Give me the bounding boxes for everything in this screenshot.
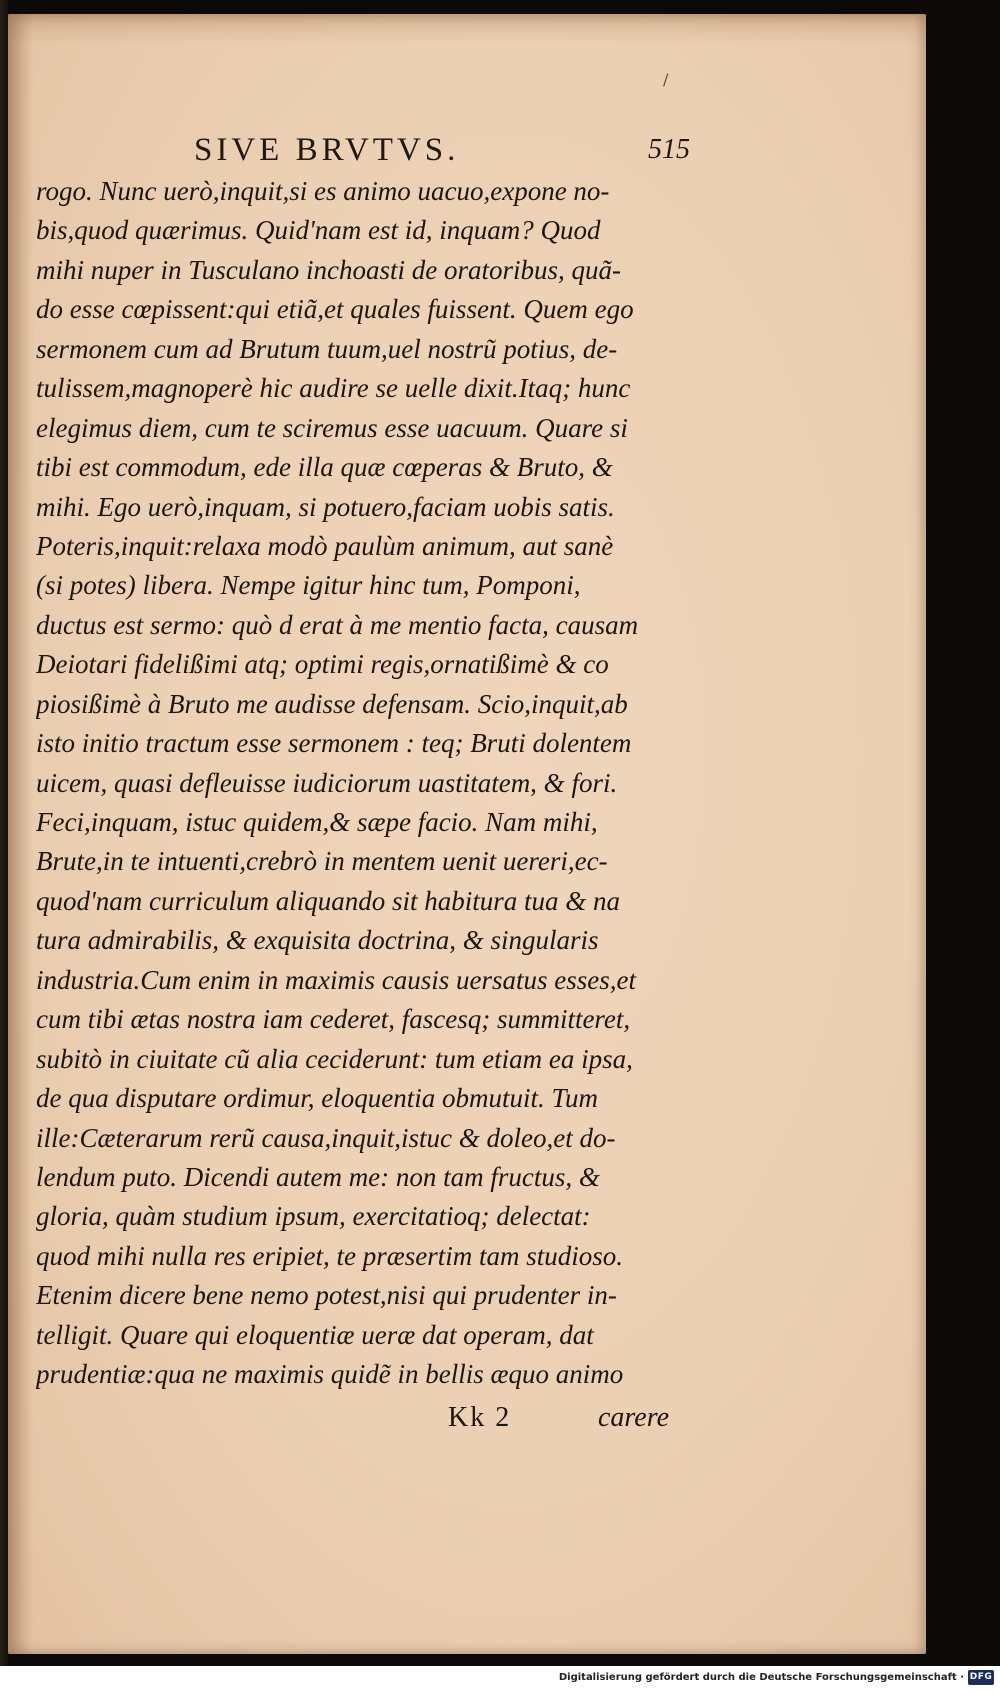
book-spine-edge (0, 0, 8, 1693)
text-line: de qua disputare ordimur, eloquentia obmutuit. Tum (36, 1083, 599, 1114)
text-line: tura admirabilis, & exquisita doctrina, & singularis (36, 925, 599, 956)
text-line: cum tibi ætas nostra iam cederet, fascesq; summitteret, (36, 1004, 631, 1035)
text-line: quod mihi nulla res eripiet, te præsertim tam studioso. (36, 1240, 623, 1271)
text-line: Etenim dicere bene nemo potest,nisi qui prudenter in- (36, 1280, 617, 1311)
text-line: isto initio tractum esse sermonem : teq; Bruti dolentem (36, 728, 632, 759)
book-page (8, 14, 926, 1654)
running-head: SIVE BRVTVS. (194, 132, 460, 168)
text-line: telligit. Quare qui eloquentiæ ueræ dat operam, dat (36, 1319, 594, 1350)
text-line: prudentiæ:qua ne maximis quidẽ in bellis æquo animo (36, 1359, 624, 1390)
text-line: (si potes) libera. Nempe igitur hinc tum, Pomponi, (36, 570, 581, 601)
text-line: Poteris,inquit:relaxa modò paulùm animum, aut sanè (36, 530, 614, 561)
text-line: gloria, quàm studium ipsum, exercitatioq; delectat: (36, 1201, 591, 1232)
text-line: lendum puto. Dicendi autem me: non tam fructus, & (36, 1161, 600, 1192)
catchword: carere (598, 1402, 669, 1433)
digitization-footer (0, 1666, 1000, 1693)
text-line: Feci,inquam, istuc quidem,& sæpe facio. Nam mihi, (36, 807, 598, 837)
text-line: do esse cœpissent:qui etiã,et quales fuissent. Quem ego (36, 294, 634, 325)
text-line: Brute,in te intuenti,crebrò in mentem uenit uereri,ec- (36, 846, 608, 877)
text-line: uicem, quasi defleuisse iudiciorum uastitatem, & fori. (36, 767, 618, 798)
text-line: mihi nuper in Tusculano inchoasti de oratoribus, quã- (36, 254, 622, 285)
page-stain-top (8, 14, 926, 44)
dfg-logo-icon: DFG (968, 1670, 994, 1685)
signature-mark: Kk 2 (448, 1402, 512, 1433)
text-line: Deiotari fidelißimi atq; optimi regis,ornatißimè & co (36, 649, 609, 680)
text-line: ille:Cæterarum rerũ causa,inquit,istuc & doleo,et do- (36, 1122, 616, 1153)
text-line: industria.Cum enim in maximis causis uersatus esses,et (36, 964, 636, 995)
text-line: subitò in ciuitate cũ alia ceciderunt: tum etiam ea ipsa, (36, 1043, 633, 1074)
funding-credit: Digitalisierung gefördert durch die Deutsche Forschungsgemeinschaft · (558, 1672, 964, 1683)
text-line: tibi est commodum, ede illa quæ cœperas & Bruto, & (36, 452, 613, 483)
text-line: piosißimè à Bruto me audisse defensam. Scio,inquit,ab (36, 688, 628, 719)
folio-number: 515 (648, 134, 690, 165)
text-line: ductus est sermo: quò d erat à me mentio facta, causam (36, 609, 639, 640)
text-line: mihi. Ego uerò,inquam, si potuero,faciam uobis satis. (36, 491, 615, 522)
text-line: rogo. Nunc uerò,inquit,si es animo uacuo,expone no- (36, 176, 610, 206)
page-stain-left (8, 14, 34, 1654)
catchword-row (308, 1402, 708, 1442)
text-line: tulissem,magnoperè hic audire se uelle dixit.Itaq; hunc (36, 373, 631, 404)
text-line: quod'nam curriculum aliquando sit habitura tua & na (36, 885, 621, 916)
text-block (36, 172, 696, 1395)
text-line: elegimus diem, cum te sciremus esse uacuum. Quare si (36, 412, 628, 443)
text-line: sermonem cum ad Brutum tuum,uel nostrũ potius, de- (36, 333, 618, 364)
marginal-mark: / (663, 70, 669, 89)
text-line: bis,quod quærimus. Quid'nam est id, inquam? Quod (36, 215, 601, 246)
